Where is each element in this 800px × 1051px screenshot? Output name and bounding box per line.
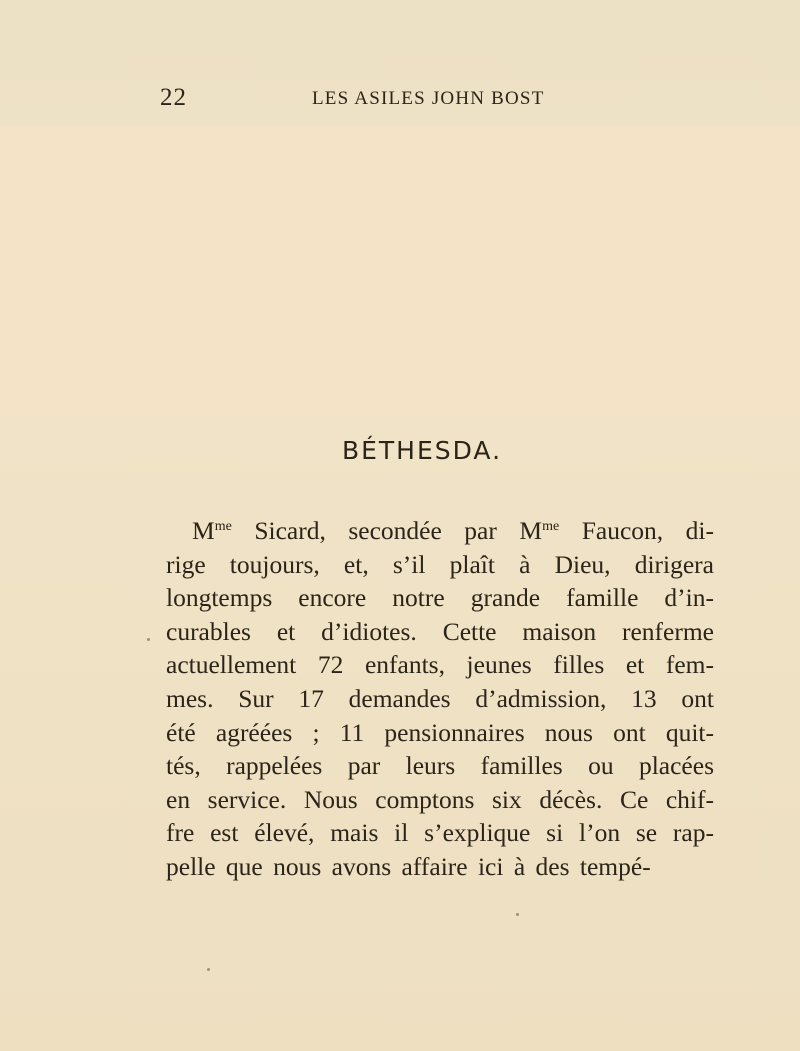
running-head (160, 84, 580, 114)
paper-speck (207, 968, 210, 971)
paragraph-line: tés, rappelées par leurs familles ou placées (166, 751, 714, 781)
paragraph-line: curables et d’idiotes. Cette maison renferme (166, 616, 714, 646)
paper-speck (147, 638, 150, 641)
paragraph-line: fre est élevé, mais il s’explique si l’on se rap- (166, 818, 714, 848)
page-number: 22 (160, 84, 187, 111)
running-title: LES ASILES JOHN BOST (312, 88, 545, 109)
paragraph-line: rige toujours, et, s’il plaît à Dieu, dirigera (166, 549, 714, 579)
abbreviation-madame: $M^{me}$ (519, 516, 560, 545)
paragraph-line: été agréées ; 11 pensionnaires nous ont quit- (166, 717, 714, 747)
paragraph-line: pelle que nous avons affaire ici à des tempé- (166, 851, 651, 881)
body-paragraph (166, 514, 714, 884)
paragraph-line: actuellement 72 enfants, jeunes filles et fem- (166, 650, 714, 680)
paragraph-line: longtemps encore notre grande famille d’in- (166, 583, 714, 613)
paragraph-line: en service. Nous comptons six décès. Ce chif- (166, 784, 714, 814)
section-title: BÉTHESDA. (341, 436, 503, 465)
blank-space (0, 126, 800, 416)
paper-speck (516, 913, 519, 916)
paragraph-line: $M^{me}$ Sicard, secondée par $M^{me}$ Faucon, di- (192, 516, 714, 545)
paragraph-line: mes. Sur 17 demandes d’admission, 13 ont (166, 683, 714, 713)
abbreviation-madame: $M^{me}$ (192, 516, 232, 545)
